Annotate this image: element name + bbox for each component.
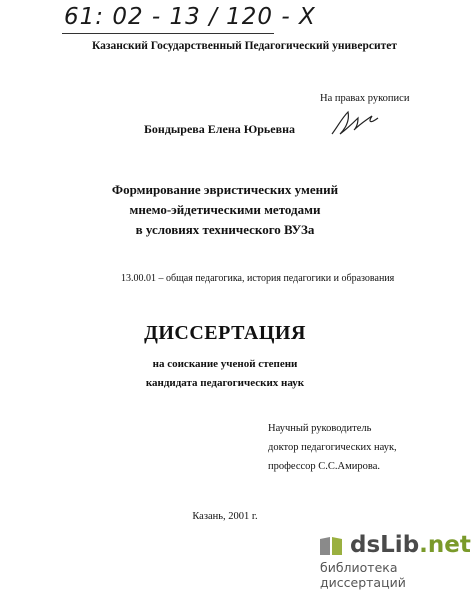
supervisor-line-3: профессор С.С.Амирова. (268, 461, 380, 472)
author-name: Бондырева Елена Юрьевна (144, 122, 295, 136)
supervisor-line-1: Научный руководитель (268, 423, 372, 434)
watermark-subtitle: библиотека диссертаций (320, 560, 406, 590)
code-underline (62, 33, 274, 34)
place-and-year: Казань, 2001 г. (192, 511, 258, 522)
book-icon (318, 535, 344, 557)
watermark-logo (350, 532, 471, 558)
title-line-1: Формирование эвристических умений (111, 182, 339, 197)
rights-note: На правах рукописи (320, 93, 410, 104)
supervisor-block (268, 419, 397, 476)
dissertation-title (0, 180, 450, 240)
signature (328, 104, 383, 140)
degree-line-2: кандидата педагогических наук (145, 377, 305, 389)
degree-line-1: на соискание ученой степени (152, 358, 298, 370)
specialty-code: 13.00.01 – общая педагогика, история педагогики и образования (121, 273, 395, 284)
university-name: Казанский Государственный Педагогический университет (92, 40, 398, 52)
watermark-logo-main: dsLib (350, 532, 420, 558)
supervisor-line-2: доктор педагогических наук, (268, 442, 397, 453)
degree-statement (0, 355, 450, 393)
archive-code-handwritten: 61: 02 - 13 / 120 - X (64, 4, 316, 30)
title-line-3: в условиях технического ВУЗа (135, 222, 315, 237)
title-line-2: мнемо-эйдетическими методами (129, 202, 321, 217)
document-type: ДИССЕРТАЦИЯ (144, 322, 306, 344)
watermark-logo-tld: .net (419, 532, 471, 558)
